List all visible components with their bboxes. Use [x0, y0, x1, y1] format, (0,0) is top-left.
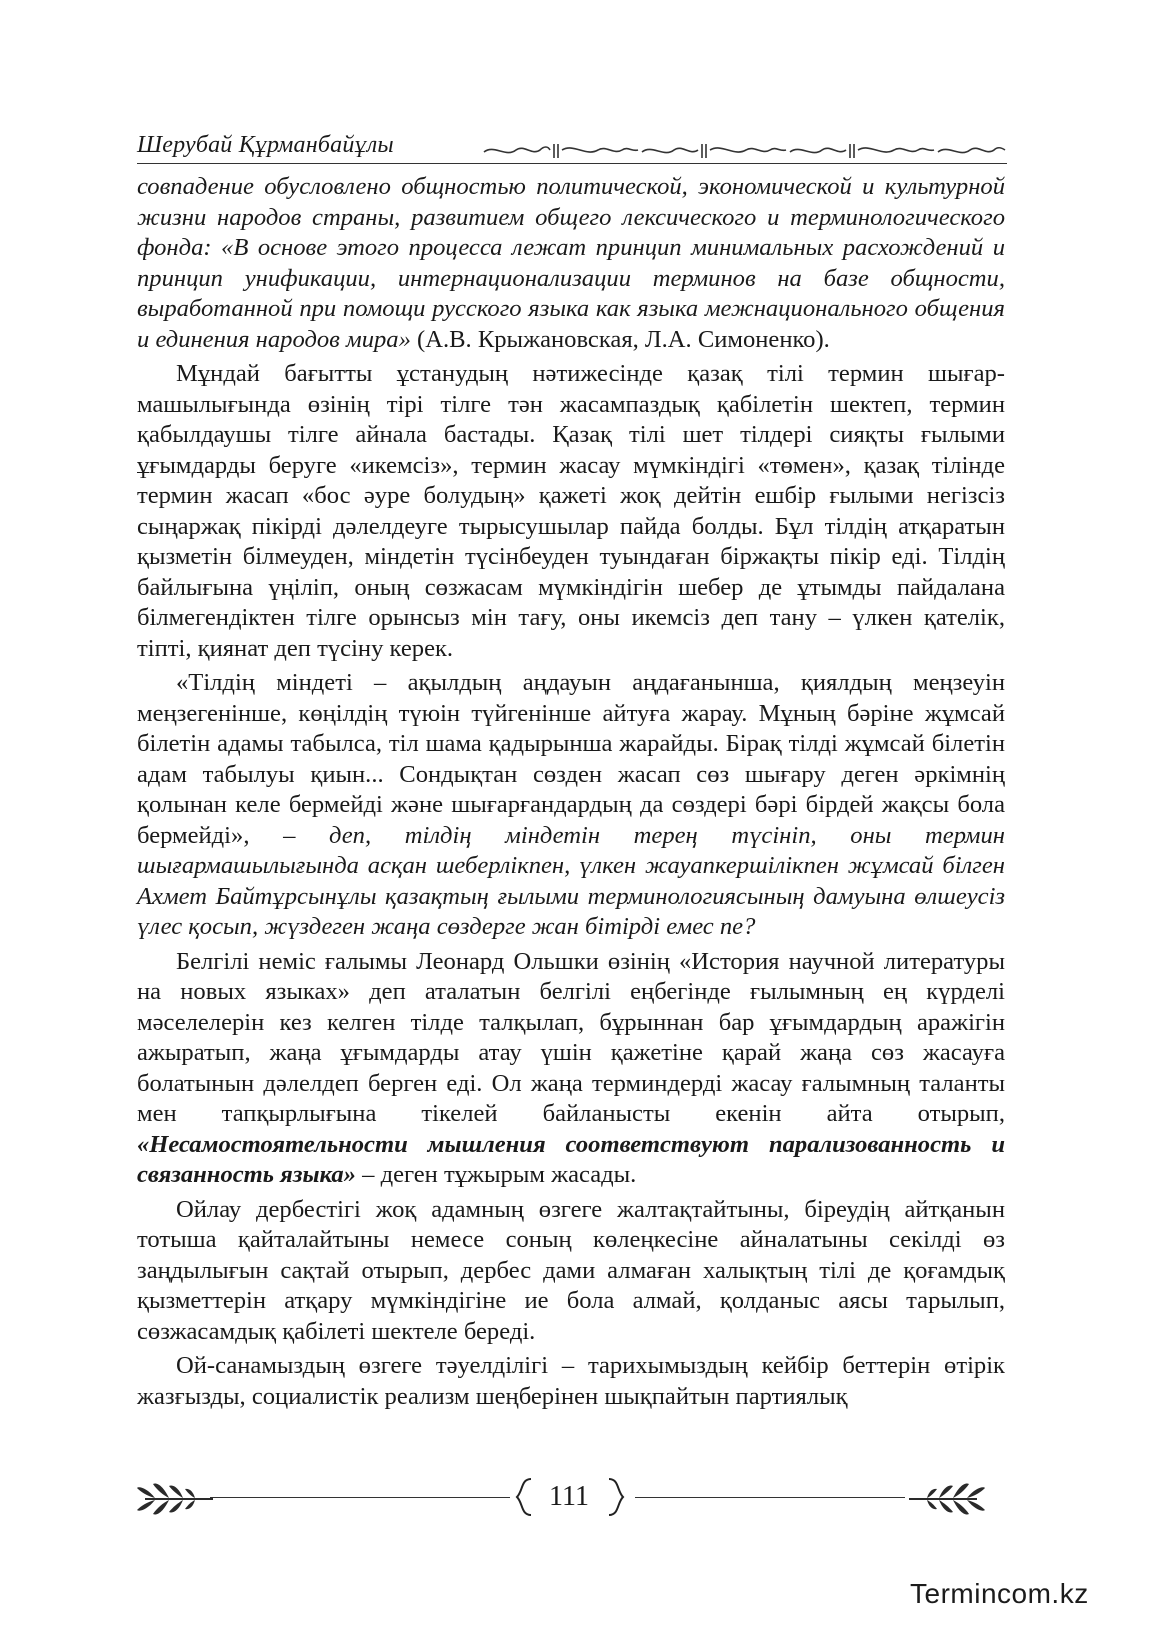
paragraph-1-citation: (А.В. Крыжановская, Л.А. Симоненко). — [410, 325, 830, 353]
paragraph-5: Ойлау дербестігі жоқ адамның өзгеге жалтақтайтыны, біреудің айтқанын тотыша қайталайтыны немесе соның көлеңкесіне айналатыны секілді өз заңдылығын сақтай отырып, дербес дами алмаған халықтың тілі де қоғамдық қызметтерін атқару мүмкіндігіне ие бола алмай, қолданыс аясы тарылып, сөзжасамдық қабілеті шектеле береді. — [137, 1195, 1005, 1345]
page-number: 111 — [549, 1481, 589, 1512]
paragraph-6: Ой-санамыздың өзгеге тәуелділігі – тарихымыздың кейбір беттерін өтірік жазғызды, социалистік реализм шеңберінен шықпайтын партиялық — [137, 1352, 1005, 1410]
header-author: Шерубай Құрманбайұлы — [137, 132, 394, 158]
paragraph-3 — [137, 668, 1005, 943]
footer-rule-right — [635, 1497, 905, 1498]
header-rule — [137, 163, 1007, 164]
paragraph-3-quote: «Тілдің міндеті – ақылдың аңдауын аңдағанынша, қиялдың меңзеуін меңзегенінше, көңілдің түюін түйгенінше айтуға жарау. Мұның бәріне жұмсай білетін адамы табылса, тіл шама қадырынша жарайды. Бірақ тілді жұмсай білетін адам табылуы қиын... Сондықтан сөзден жасап сөз шығару деген әркімнің қолынан келе бермейді және шығарғандардың да сөздері бәрі бірдей жақсы бола бермейді», — [137, 669, 1005, 849]
paragraph-1-italic: совпадение обусловлено общностью политической, экономической и культурной жизни народов страны, развитием общего лексического и терминологического фонда: «В основе этого процесса лежат принцип минимальных расхождений и принцип унификации, интернационализации терминов на базе общности, выработанной при помощи русского языка как языка межнационального общения и единения народов мира» — [137, 173, 1005, 353]
leaf-sprig-icon — [135, 1478, 215, 1518]
paragraph-4-bold-quote: «Несамостоятельности мышления соответствуют парализованность и связанность языка» — [137, 1130, 1005, 1188]
watermark: Termincom.kz — [910, 1578, 1089, 1609]
leaf-sprig-icon — [907, 1478, 987, 1518]
paragraph-2: Мұндай бағытты ұстанудың нәтижесінде қазақ тілі термин шығармашылығында өзінің тірі тілге тән жасампаздық қабілетін шектеп, термин қабылдаушы тілге айнала бастады. Қазақ тілі шет тілдері сияқты ғылыми ұғымдарды беруге «икемсіз», термин жасау мүмкіндігі «төмен», қазақ тілінде термин жасап «бос әуре болудың» қажеті жоқ дейтін ешбір ғылыми негізсіз сыңаржақ пікірді дәлелдеуге тырысушылар пайда болды. Бұл тілдің атқаратын қызметін білмеуден, міндетін түсінбеуден туындаған біржақты пікір еді. Тілдің байлығына үңіліп, оның сөзжасам мүмкіндігін шебер де ұтымды пайдалана білмегендіктен тілге орынсыз мін тағу, оны икемсіз деп тану – үлкен қателік, тіпті, қиянат деп түсіну керек. — [137, 360, 1005, 662]
paragraph-4-start: Белгілі неміс ғалымы Леонард Ольшки өзінің «История научной литературы на новых языках» деп аталатын белгілі еңбегінде ғылымның ең күрделі мәселелерін кез келген тілде талқылап, бұрыннан бар ұғымдардың аражігін ажыратып, жаңа ұғымдарды атау үшін қажетіне қарай жаңа сөз жасауға болатынын дәлелдеп берген еді. Ол жаңа терминдерді жасау ғалымның таланты мен тапқырлығына тікелей байланысты екенін айта отырып, — [137, 947, 1005, 1127]
running-header — [137, 128, 1007, 168]
footer-rule-left — [210, 1497, 510, 1498]
paragraph-3-italic: – деп, тілдің міндетін терең түсініп, оны термин шығармашылығында асқан шеберлікпен, үлкен жауапкершілікпен жұмсай білген Ахмет Байтұрсынұлы қазақтың ғылыми терминологиясының дамуына өлшеусіз үлес қосып, жүздеген жаңа сөздерге жан бітірді емес пе? — [137, 821, 1005, 940]
page-footer — [135, 1475, 1005, 1523]
paragraph-4 — [137, 947, 1005, 1191]
right-bracket-icon — [605, 1477, 627, 1517]
paragraph-4-end: – деген тұжырым жасады. — [355, 1161, 637, 1188]
paragraph-1 — [137, 172, 1005, 355]
scroll-ornament-icon — [482, 140, 1007, 162]
body-text — [137, 172, 1005, 1412]
